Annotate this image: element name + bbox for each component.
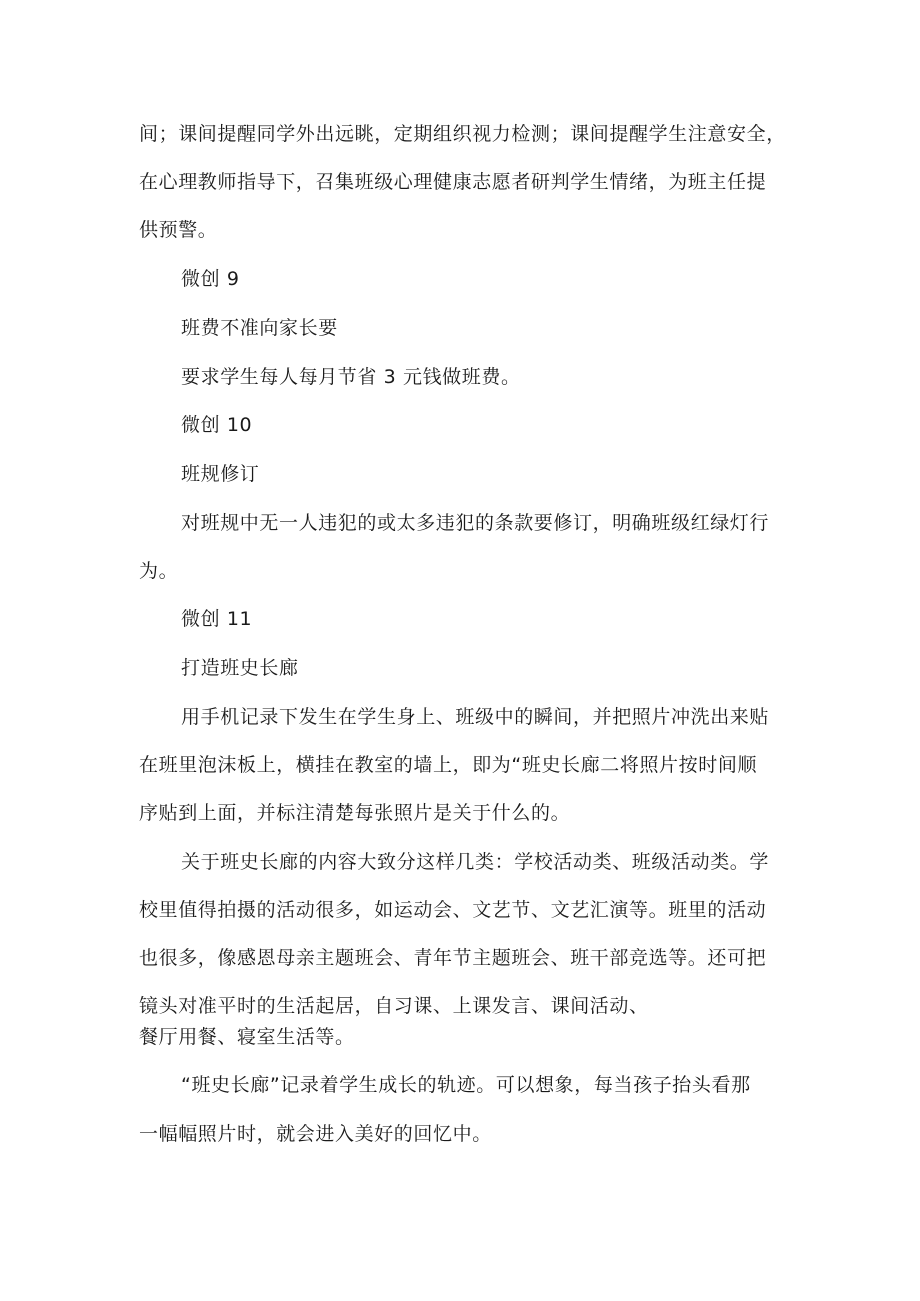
paragraph-line: “班史长廊”记录着学生成长的轨迹。可以想象，每当孩子抬头看那 — [181, 1074, 751, 1096]
paragraph-line: 序贴到上面，并标注清楚每张照片是关于什么的。 — [139, 802, 571, 824]
paragraph-line: 镜头对准平时的生活起居，自习课、上课发言、课间活动、 — [139, 995, 649, 1017]
paragraph-line: 要求学生每人每月节省 3 元钱做班费。 — [181, 366, 521, 388]
paragraph-line: 间；课间提醒同学外出远眺，定期组织视力检测；课间提醒学生注意安全， — [139, 123, 786, 145]
paragraph-line: 为。 — [139, 560, 179, 582]
paragraph-line: 关于班史长廊的内容大致分这样几类：学校活动类、班级活动类。学 — [181, 851, 770, 873]
section-number: 微创 9 — [181, 268, 240, 290]
paragraph-line: 用手机记录下发生在学生身上、班级中的瞬间，并把照片冲洗出来贴 — [181, 706, 770, 728]
section-title: 班费不准向家长要 — [181, 317, 338, 339]
paragraph-line: 在班里泡沫板上，横挂在教室的墙上，即为“班史长廊二将照片按时间顺 — [139, 754, 758, 776]
section-number: 微创 10 — [181, 414, 253, 436]
section-title: 班规修订 — [181, 463, 260, 485]
paragraph-line: 在心理教师指导下，召集班级心理健康志愿者研判学生情绪，为班主任提 — [139, 171, 767, 193]
paragraph-line: 供预警。 — [139, 219, 218, 241]
paragraph-line: 对班规中无一人违犯的或太多违犯的条款要修订，明确班级红绿灯行 — [181, 512, 770, 534]
paragraph-line: 也很多，像感恩母亲主题班会、青年节主题班会、班干部竞选等。还可把 — [139, 947, 767, 969]
paragraph-line: 一幅幅照片时，就会进入美好的回忆中。 — [139, 1123, 492, 1145]
paragraph-line: 校里值得拍摄的活动很多，如运动会、文艺节、文艺汇演等。班里的活动 — [139, 899, 767, 921]
paragraph-line: 餐厅用餐、寝室生活等。 — [139, 1026, 355, 1048]
section-title: 打造班史长廊 — [181, 657, 299, 679]
section-number: 微创 11 — [181, 608, 253, 630]
